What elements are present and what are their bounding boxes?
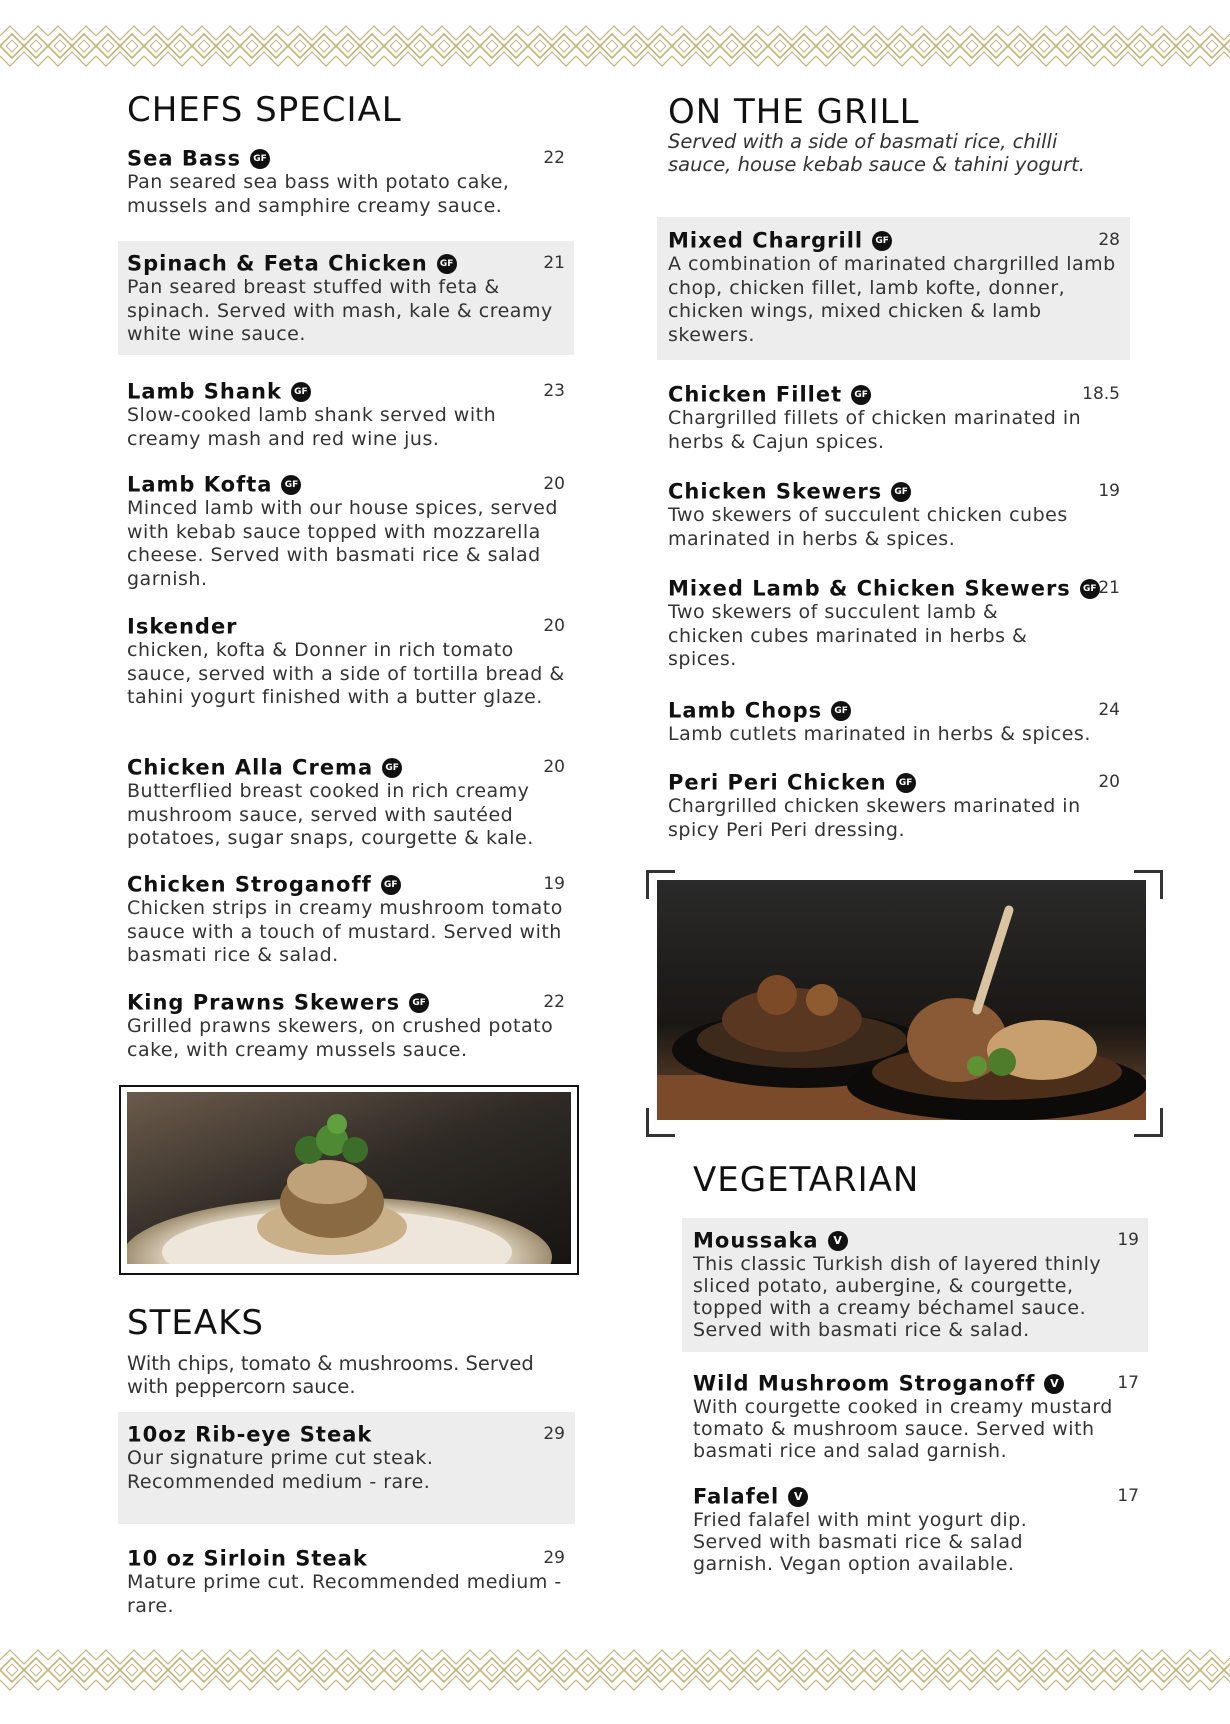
item-name: 10 oz Sirloin Steak (127, 1546, 368, 1571)
chefs-special-title: CHEFS SPECIAL (127, 90, 402, 130)
item-description: Chargrilled chicken skewers marinated in spicy Peri Peri dressing. (668, 795, 1081, 841)
item-description: Our signature prime cut steak. Recommended medium - rare. (127, 1447, 434, 1493)
item-description: Butterflied breast cooked in rich creamy mushroom sauce, served with sautéed potatoes, sugar snaps, courgette & kale. (127, 780, 534, 849)
decorative-top-border (0, 22, 1230, 70)
chicken-dish-photo (127, 1092, 571, 1264)
menu-item-lamb-chops (668, 697, 1120, 747)
steaks-title: STEAKS (127, 1303, 264, 1343)
item-description: Lamb cutlets marinated in herbs & spices. (668, 723, 1091, 745)
item-price: 22 (543, 992, 565, 1012)
item-name: Moussaka (693, 1228, 819, 1253)
gluten-free-badge-icon: GF (382, 758, 402, 778)
item-name: Lamb Shank (127, 379, 282, 404)
item-price: 17 (1117, 1373, 1139, 1393)
gluten-free-badge-icon: GF (437, 254, 457, 274)
item-price: 20 (543, 757, 565, 777)
on-the-grill-title: ON THE GRILL (668, 92, 920, 132)
gluten-free-badge-icon: GF (872, 231, 892, 251)
menu-item-chicken-fillet (668, 381, 1120, 454)
item-description: Slow-cooked lamb shank served with creamy mash and red wine jus. (127, 404, 497, 450)
on-the-grill-description: Served with a side of basmati rice, chilli sauce, house kebab sauce & tahini yogurt. (668, 130, 1085, 176)
item-name: Chicken Alla Crema (127, 755, 374, 780)
item-description: With courgette cooked in creamy mustard tomato & mushroom sauce. Served with basmati rice and salad garnish. (693, 1396, 1113, 1462)
item-name: Falafel (693, 1484, 780, 1509)
gluten-free-badge-icon: GF (891, 482, 911, 502)
item-description: Two skewers of succulent lamb & chicken cubes marinated in herbs & spices. (668, 601, 1028, 670)
gluten-free-badge-icon: GF (831, 701, 851, 721)
item-description: Pan seared sea bass with potato cake, mussels and samphire creamy sauce. (127, 171, 510, 217)
menu-item-chicken-stroganoff (127, 871, 565, 968)
menu-item-sirloin-steak (127, 1545, 565, 1618)
item-name: Chicken Skewers (668, 479, 883, 504)
item-price: 28 (1098, 230, 1120, 250)
menu-item-wild-mushroom-stroganoff (693, 1370, 1139, 1462)
item-name: Wild Mushroom Stroganoff (693, 1371, 1036, 1396)
item-description: Pan seared breast stuffed with feta & spinach. Served with mash, kale & creamy white wine sauce. (127, 276, 553, 345)
item-description: Minced lamb with our house spices, served with kebab sauce topped with mozzarella cheese. Served with basmati rice & salad garnish. (127, 497, 558, 590)
item-description: Mature prime cut. Recommended medium - rare. (127, 1571, 562, 1617)
item-price: 20 (543, 474, 565, 494)
menu-item-sea-bass (127, 145, 565, 218)
menu-item-chicken-skewers (668, 478, 1120, 551)
item-description: Grilled prawns skewers, on crushed potato cake, with creamy mussels sauce. (127, 1015, 554, 1061)
item-name: Sea Bass (127, 146, 242, 171)
item-price: 22 (543, 148, 565, 168)
item-price: 29 (543, 1548, 565, 1568)
gluten-free-badge-icon: GF (291, 382, 311, 402)
item-price: 19 (1117, 1230, 1139, 1250)
vegetarian-badge-icon: V (828, 1231, 848, 1251)
item-description: This classic Turkish dish of layered thinly sliced potato, aubergine, & courgette, topped with a creamy béchamel sauce. Served with basmati rice & salad. (693, 1253, 1102, 1341)
item-name: Lamb Chops (668, 698, 823, 723)
menu-item-peri-peri-chicken (668, 769, 1120, 842)
steaks-description: With chips, tomato & mushrooms. Served with peppercorn sauce. (127, 1352, 534, 1398)
item-description: A combination of marinated chargrilled lamb chop, chicken fillet, lamb kofte, donner, chicken wings, mixed chicken & lamb skewers. (668, 253, 1116, 346)
menu-item-lamb-shank (127, 378, 565, 451)
item-description: Chicken strips in creamy mushroom tomato sauce with a touch of mustard. Served with basmati rice & salad. (127, 897, 563, 966)
gluten-free-badge-icon: GF (250, 149, 270, 169)
menu-item-mixed-chargrill (657, 217, 1130, 360)
item-name: Chicken Fillet (668, 382, 843, 407)
item-price: 21 (1098, 578, 1120, 598)
menu-item-lamb-kofta (127, 471, 565, 591)
item-price: 18.5 (1082, 384, 1120, 404)
menu-item-moussaka (682, 1218, 1148, 1352)
menu-item-mixed-lamb-chicken-skewers (668, 575, 1120, 672)
item-name: King Prawns Skewers (127, 990, 401, 1015)
menu-item-iskender (127, 613, 565, 710)
menu-item-spinach-feta-chicken (118, 241, 574, 355)
item-name: Mixed Lamb & Chicken Skewers (668, 576, 1071, 601)
item-description: Two skewers of succulent chicken cubes marinated in herbs & spices. (668, 504, 1068, 550)
gluten-free-badge-icon: GF (1080, 579, 1100, 599)
item-price: 23 (543, 381, 565, 401)
item-description: chicken, kofta & Donner in rich tomato sauce, served with a side of tortilla bread & tahini yogurt finished with a butter glaze. (127, 639, 565, 708)
item-price: 20 (543, 616, 565, 636)
item-price: 24 (1098, 700, 1120, 720)
item-price: 17 (1117, 1486, 1139, 1506)
item-name: Chicken Stroganoff (127, 872, 372, 897)
item-description: Fried falafel with mint yogurt dip. Served with basmati rice & salad garnish. Vegan option available. (693, 1509, 1028, 1575)
item-name: Spinach & Feta Chicken (127, 251, 428, 276)
vegetarian-badge-icon: V (788, 1487, 808, 1507)
vegetarian-badge-icon: V (1044, 1374, 1064, 1394)
menu-item-rib-eye-steak (118, 1412, 575, 1524)
gluten-free-badge-icon: GF (409, 993, 429, 1013)
decorative-bottom-border (0, 1646, 1230, 1694)
grilled-platter-photo (657, 880, 1146, 1120)
gluten-free-badge-icon: GF (851, 385, 871, 405)
gluten-free-badge-icon: GF (281, 475, 301, 495)
item-price: 20 (1098, 772, 1120, 792)
item-price: 19 (1098, 481, 1120, 501)
item-name: Iskender (127, 614, 238, 639)
item-price: 21 (543, 253, 565, 273)
menu-item-falafel (693, 1483, 1139, 1575)
menu-item-king-prawns-skewers (127, 989, 565, 1062)
item-price: 29 (543, 1424, 565, 1444)
item-name: Lamb Kofta (127, 472, 273, 497)
gluten-free-badge-icon: GF (896, 773, 916, 793)
item-name: Peri Peri Chicken (668, 770, 887, 795)
gluten-free-badge-icon: GF (381, 875, 401, 895)
item-name: Mixed Chargrill (668, 228, 864, 253)
item-name: 10oz Rib-eye Steak (127, 1422, 373, 1447)
item-price: 19 (543, 874, 565, 894)
vegetarian-title: VEGETARIAN (693, 1160, 920, 1200)
menu-item-chicken-alla-crema (127, 754, 565, 851)
item-description: Chargrilled fillets of chicken marinated in herbs & Cajun spices. (668, 407, 1082, 453)
